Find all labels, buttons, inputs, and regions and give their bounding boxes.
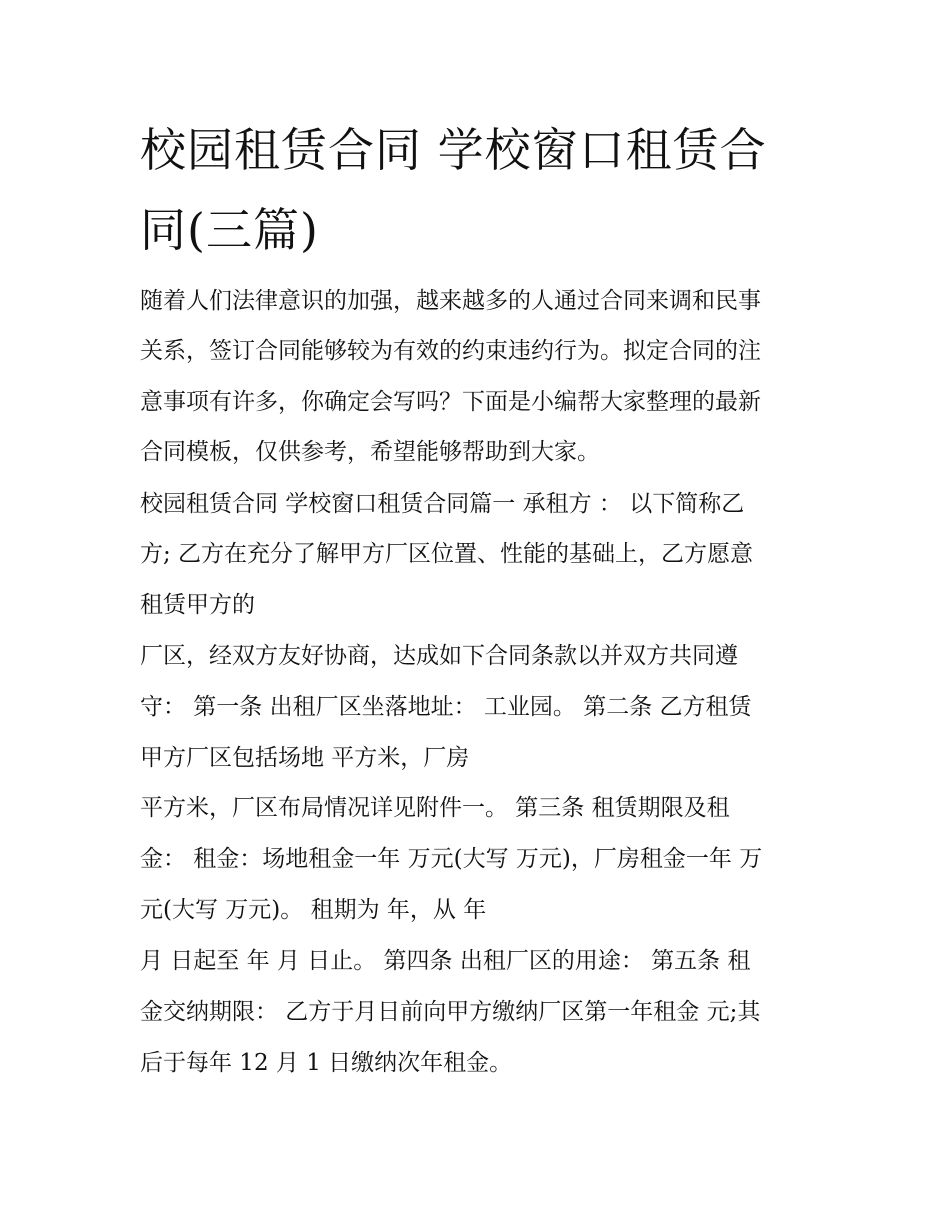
body-line: 平方米，厂区布局情况详见附件一。 第三条 租赁期限及租 — [140, 795, 730, 821]
body-line: 合同模板，仅供参考，希望能够帮助到大家。 — [140, 439, 600, 465]
body-line: 后于每年 12 月 1 日缴纳次年租金。 — [140, 1050, 513, 1076]
body-line: 意事项有许多，你确定会写吗？下面是小编帮大家整理的最新 — [140, 389, 761, 415]
body-line: 月 日起至 年 月 日止。 第四条 出租厂区的用途： 第五条 租 — [140, 948, 751, 974]
body-line: 校园租赁合同 学校窗口租赁合同篇一 承租方 ： 以下简称乙 — [140, 491, 745, 517]
body-line: 随着人们法律意识的加强，越来越多的人通过合同来调和民事 — [140, 288, 761, 314]
body-line: 元(大写 万元)。 租期为 年，从 年 — [140, 897, 487, 923]
body-line: 金： 租金：场地租金一年 万元(大写 万元)，厂房租金一年 万 — [140, 846, 763, 872]
body-line: 方; 乙方在充分了解甲方厂区位置、性能的基础上，乙方愿意 — [140, 541, 754, 567]
body-line: 甲方厂区包括场地 平方米，厂房 — [140, 745, 470, 771]
title-line: 同(三篇) — [140, 203, 319, 257]
body-line: 守： 第一条 出租厂区坐落地址： 工业园。 第二条 乙方租赁 — [140, 694, 752, 720]
title-line: 校园租赁合同 学校窗口租赁合 — [140, 123, 767, 177]
body-line: 厂区，经双方友好协商，达成如下合同条款以并双方共同遵 — [140, 643, 738, 669]
body-line: 金交纳期限： 乙方于月日前向甲方缴纳厂区第一年租金 元;其 — [140, 999, 761, 1025]
body-line: 关系，签订合同能够较为有效的约束违约行为。拟定合同的注 — [140, 338, 761, 364]
body-line: 租赁甲方的 — [140, 592, 255, 618]
document-title — [140, 110, 820, 270]
